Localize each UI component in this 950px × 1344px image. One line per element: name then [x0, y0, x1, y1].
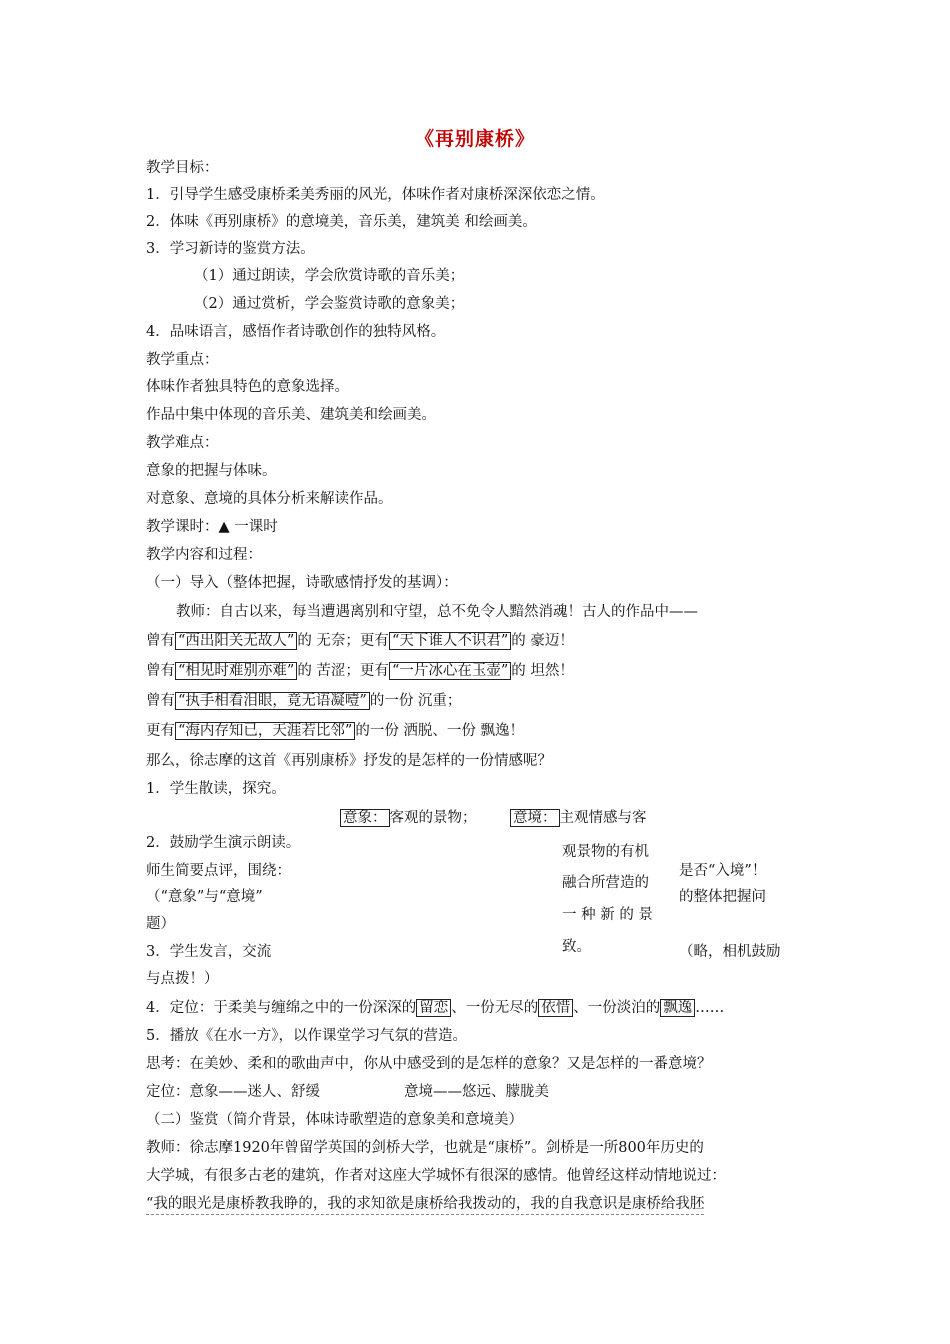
- teacher-bg-3: “我的眼光是康桥教我睁的，我的求知欲是康桥给我拨动的，我的自我意识是康桥给我胚: [146, 1194, 704, 1215]
- key-point-2: 作品中集中体现的音乐美、建筑美和绘画美。: [146, 407, 436, 423]
- teacher-bg-1: 教师：徐志摩1920年曾留学英国的剑桥大学，也就是“康桥”。剑桥是一所800年历史的: [146, 1140, 704, 1156]
- keyword-box: 飘逸: [660, 999, 695, 1017]
- imagery-definition: 意象： 客观的景物；: [340, 808, 477, 828]
- quote-line-2: 曾有 “相见时难别亦难” 的 苦涩；更有 “一片冰心在玉壶” 的 坦然！: [146, 663, 574, 679]
- mood-def-line-1: 观景物的有机: [562, 844, 649, 860]
- mood-def-line-4: 致。: [562, 939, 591, 955]
- part2-heading: （二）鉴赏（简介背景，体味诗歌塑造的意象美和意境美）: [146, 1112, 523, 1128]
- think: 思考：在美妙、柔和的歌曲声中，你从中感受到的是怎样的意象？又是怎样的一番意境？: [146, 1056, 712, 1072]
- quote-box: “一片冰心在玉壶”: [389, 662, 511, 680]
- objective-1: 1．引导学生感受康桥柔美秀丽的风光，体味作者对康桥深深依恋之情。: [146, 187, 605, 203]
- keyword-box: 依惜: [538, 999, 573, 1017]
- objective-3-2: （2）通过赏析，学会鉴赏诗歌的意象美；: [194, 296, 465, 312]
- right-col-3: （略，相机鼓励: [679, 944, 781, 960]
- step-1: 1．学生散读，探究。: [146, 781, 286, 797]
- quote-box: “海内存知已，天涯若比邻”: [175, 722, 355, 740]
- step-4: 4．定位：于柔美与缠绵之中的一份深深的 留恋 、一份无尽的 依惜 、一份淡泊的 飘逸 ……: [146, 1000, 725, 1016]
- mood-label: 意境：: [510, 809, 560, 827]
- difficult-heading: 教学难点：: [146, 435, 219, 451]
- quote-box: “执手相看泪眼，竟无语凝噎”: [175, 692, 370, 710]
- position-mood: 意境——悠远、朦胧美: [404, 1084, 549, 1100]
- quote-box: “西出阳关无故人”: [175, 632, 297, 650]
- objective-3-1: （1）通过朗读，学会欣赏诗歌的音乐美；: [194, 268, 465, 284]
- class-hours: 教学课时：▲ 一课时: [146, 519, 278, 535]
- teacher-intro: 教师：自古以来，每当遭遇离别和守望，总不免令人黯然消魂！古人的作品中——: [176, 604, 698, 620]
- objective-2: 2．体味《再别康桥》的意境美，音乐美，建筑美 和绘画美。: [146, 214, 537, 230]
- keyword-box: 留恋: [416, 999, 451, 1017]
- left-col-1: 2．鼓励学生演示朗读。: [146, 835, 301, 851]
- mood-definition: 意境： 主观情感与客: [510, 808, 647, 828]
- key-point-1: 体味作者独具特色的意象选择。: [146, 379, 349, 395]
- objective-4: 4．品味语言，感悟作者诗歌创作的独特风格。: [146, 324, 446, 340]
- key-heading: 教学重点：: [146, 352, 219, 368]
- left-col-4: 题）: [146, 916, 175, 932]
- quote-box: “相见时难别亦难”: [175, 662, 297, 680]
- step-5: 5．播放《在水一方》，以作课堂学习气氛的营造。: [146, 1028, 467, 1044]
- difficult-point-2: 对意象、意境的具体分析来解读作品。: [146, 491, 393, 507]
- process-heading: 教学内容和过程：: [146, 547, 262, 563]
- position-imagery: 定位：意象——迷人、舒缓: [146, 1084, 320, 1100]
- right-col-1: 是否“入境”！: [679, 863, 767, 879]
- mood-def-line-3: 一 种 新 的 景: [562, 907, 653, 923]
- left-col-3: （“意象”与“意境”: [146, 889, 263, 905]
- difficult-point-1: 意象的把握与体味。: [146, 463, 277, 479]
- page-title: 《再别康桥》: [414, 128, 535, 150]
- left-col-2: 师生简要点评，围绕：: [146, 863, 291, 879]
- imagery-label: 意象：: [340, 809, 390, 827]
- objective-3: 3．学习新诗的鉴赏方法。: [146, 241, 315, 257]
- left-col-6: 与点拨！）: [146, 971, 219, 987]
- quote-line-1: 曾有 “西出阳关无故人” 的 无奈；更有 “天下谁人不识君” 的 豪迈！: [146, 633, 574, 649]
- quote-box: “天下谁人不识君”: [389, 632, 511, 650]
- left-col-5: 3．学生发言，交流: [146, 944, 272, 960]
- teacher-bg-2: 大学城，有很多古老的建筑，作者对这座大学城怀有很深的感情。他曾经这样动情地说过：: [146, 1168, 726, 1184]
- right-col-2: 的整体把握问: [679, 889, 766, 905]
- part1-heading: （一）导入（整体把握，诗歌感情抒发的基调）：: [146, 575, 458, 591]
- objectives-heading: 教学目标：: [146, 160, 219, 176]
- quote-line-4: 更有 “海内存知已，天涯若比邻” 的一份 洒脱、一份 飘逸！: [146, 723, 525, 739]
- quote-line-3: 曾有 “执手相看泪眼，竟无语凝噎” 的一份 沉重；: [146, 693, 462, 709]
- question: 那么，徐志摩的这首《再别康桥》抒发的是怎样的一份情感呢？: [146, 753, 552, 769]
- mood-def-line-2: 融合所营造的: [562, 875, 649, 891]
